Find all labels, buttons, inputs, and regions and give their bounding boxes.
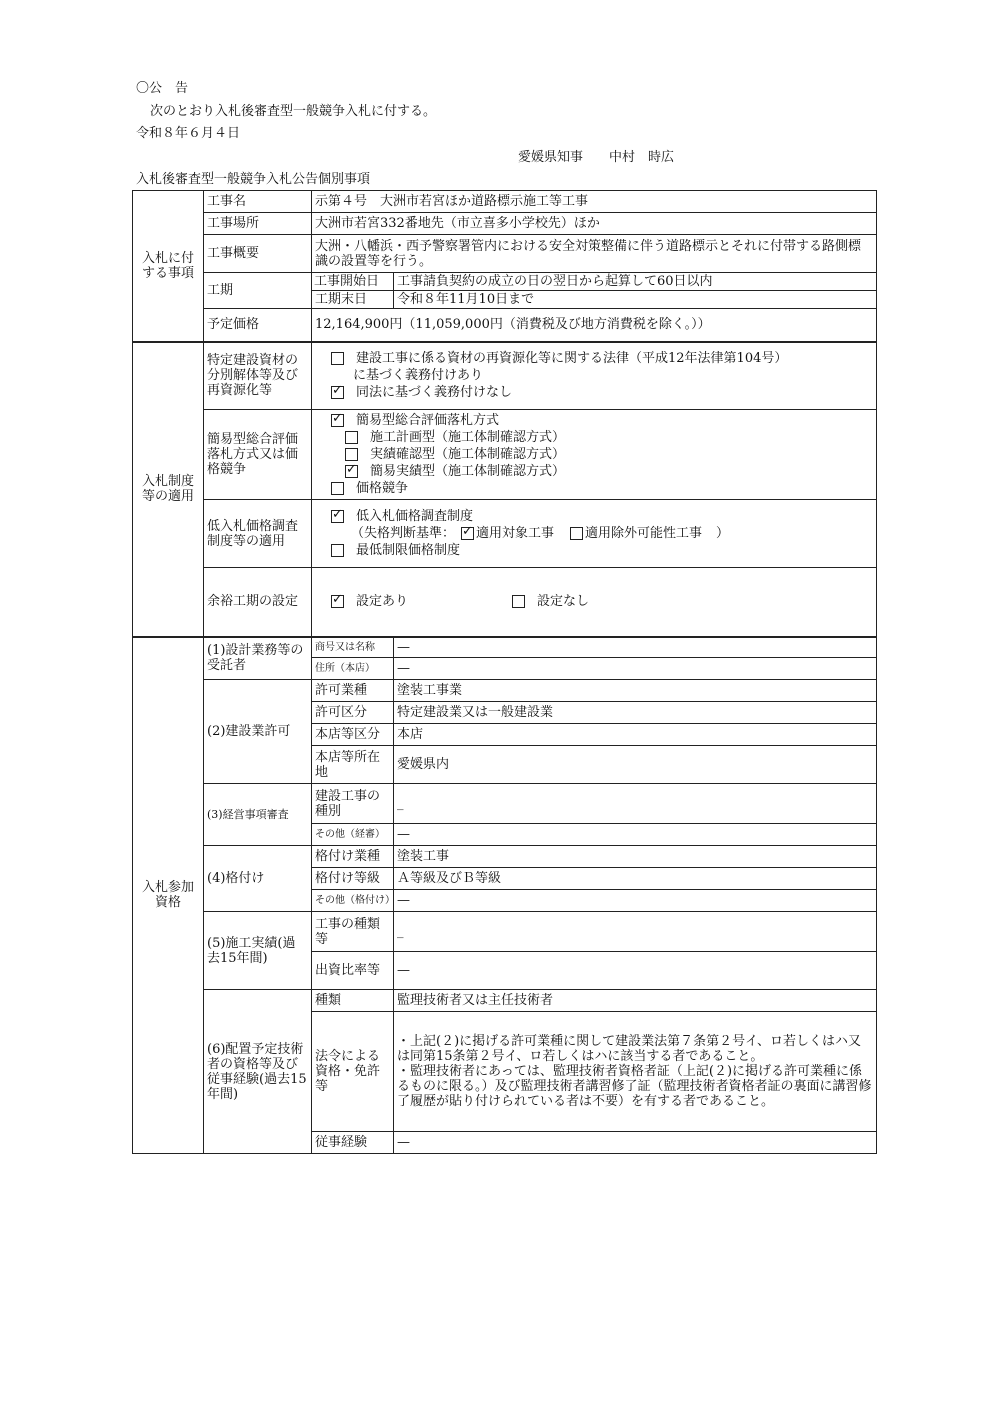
value-period-start: 工事請負契約の成立の日の翌日から起算して60日以内 xyxy=(394,273,877,291)
checkbox-price-competition xyxy=(331,482,344,495)
value-g2-2: 本店 xyxy=(394,724,877,746)
option-price-competition xyxy=(315,480,873,497)
label-g6: (6)配置予定技術者の資格等及び従事経験(過去15年間) xyxy=(204,990,312,1154)
option-text: 実績確認型（施工体制確認方式） xyxy=(370,447,566,462)
value-work-location: 大洲市若宮332番地先（市立喜多小学校先）ほか xyxy=(312,213,877,235)
option-text: 低入札価格調査制度 xyxy=(356,509,474,524)
row-margin-period xyxy=(133,568,877,637)
option-text: 建設工事に係る資材の再資源化等に関する法律（平成12年法律第104号） xyxy=(356,351,788,367)
key-g3-1: その他（経審） xyxy=(312,824,394,846)
row-g4-0 xyxy=(133,846,877,868)
value-g4-1: Ａ等級及びＢ等級 xyxy=(394,868,877,890)
value-low-bid xyxy=(312,500,877,568)
option-text: 施工計画型（施工体制確認方式） xyxy=(370,430,566,445)
row-g6-0 xyxy=(133,990,877,1012)
option-simple-record-type xyxy=(315,463,873,480)
qualification-text-1: ・上記(２)に掲げる許可業種に関して建設業法第７条第２号イ、ロ若しくはハ又は同第15条第２号イ、ロ若しくはハに該当する者であること。 xyxy=(397,1034,861,1064)
key-g2-3: 本店等所在地 xyxy=(312,746,394,784)
key-g3-0: 建設工事の種別 xyxy=(312,784,394,824)
criteria-applicable-text: 適用対象工事 xyxy=(476,526,555,541)
value-g4-2: — xyxy=(394,890,877,912)
margin-no-text: 設定なし xyxy=(537,594,590,610)
key-g1-1: 住所（本店） xyxy=(312,658,394,680)
qualification-text-2: ・監理技術者にあっては、監理技術者資格者証（上記(２)に掲げる許可業種に係るものに限る。）及び監理技術者講習修了証（監理技術者資格者証の裏面に講習修了履歴が貼り付けられている者は不要）を有する者であること。 xyxy=(397,1064,872,1109)
value-work-summary: 大洲・八幡浜・西予警察署管内における安全対策整備に伴う道路標示とそれに付帯する路側標識の設置等を行う。 xyxy=(312,235,877,273)
option-recycling-not-obligated xyxy=(315,384,873,401)
checkbox-recycling-not-obligated xyxy=(331,386,344,399)
option-simple-evaluation xyxy=(315,412,873,429)
label-low-bid: 低入札価格調査制度等の適用 xyxy=(204,500,312,568)
label-recycling: 特定建設資材の分別解体等及び再資源化等 xyxy=(204,342,312,410)
label-g4: (4)格付け xyxy=(204,846,312,912)
table-title: 入札後審査型一般競争入札公告個別事項 xyxy=(136,172,371,187)
criteria-prefix: （失格判断基準： xyxy=(351,526,456,541)
key-g4-1: 格付け等級 xyxy=(312,868,394,890)
key-g5-1: 出資比率等 xyxy=(312,952,394,990)
row-work-location xyxy=(133,213,877,235)
checkbox-margin-yes xyxy=(331,595,344,608)
value-recycling xyxy=(312,342,877,410)
value-g4-0: 塗装工事 xyxy=(394,846,877,868)
key-g1-0: 商号又は名称 xyxy=(312,637,394,658)
criteria-exempt-text: 適用除外可能性工事 xyxy=(585,526,703,541)
value-margin-period xyxy=(312,568,877,637)
key-g2-1: 許可区分 xyxy=(312,702,394,724)
label-work-name: 工事名 xyxy=(204,191,312,213)
criteria-suffix: ） xyxy=(716,526,730,541)
value-g6-0: 監理技術者又は主任技術者 xyxy=(394,990,877,1012)
notice-date: 令和８年６月４日 xyxy=(136,126,241,141)
value-period-end: 令和８年11月10日まで xyxy=(394,291,877,309)
option-text: 簡易型総合評価落札方式 xyxy=(356,413,500,428)
option-margin xyxy=(315,593,873,610)
row-g2-0 xyxy=(133,680,877,702)
label-period: 工期 xyxy=(204,273,312,309)
option-record-type xyxy=(315,446,873,463)
row-low-bid xyxy=(133,500,877,568)
label-work-summary: 工事概要 xyxy=(204,235,312,273)
option-minimum-price xyxy=(315,542,873,559)
row-planned-price xyxy=(133,309,877,342)
value-g6-1 xyxy=(394,1012,877,1132)
option-text: 価格競争 xyxy=(356,481,409,496)
label-planned-price: 予定価格 xyxy=(204,309,312,342)
option-text: 同法に基づく義務付けなし xyxy=(356,385,513,401)
value-g3-0: _ xyxy=(394,784,877,824)
option-text: 簡易実績型（施工体制確認方式） xyxy=(370,464,566,479)
key-g6-0: 種類 xyxy=(312,990,394,1012)
row-g1-name xyxy=(133,637,877,658)
label-period-end: 工期末日 xyxy=(312,291,394,309)
option-recycling-obligated xyxy=(315,350,873,367)
checkbox-plan-type xyxy=(345,431,358,444)
key-g4-0: 格付け業種 xyxy=(312,846,394,868)
label-g1: (1)設計業務等の受託者 xyxy=(204,637,312,680)
checkbox-simple-evaluation xyxy=(331,414,344,427)
option-criteria xyxy=(315,525,873,542)
checkbox-criteria-applicable xyxy=(461,527,474,540)
value-g6-2: — xyxy=(394,1132,877,1154)
key-g2-2: 本店等区分 xyxy=(312,724,394,746)
checkbox-low-bid-survey xyxy=(331,510,344,523)
margin-yes-text: 設定あり xyxy=(356,594,409,610)
value-g5-1: — xyxy=(394,952,877,990)
row-g5-0 xyxy=(133,912,877,952)
value-g2-1: 特定建設業又は一般建設業 xyxy=(394,702,877,724)
checkbox-minimum-price xyxy=(331,544,344,557)
value-g2-0: 塗装工事業 xyxy=(394,680,877,702)
value-work-name: 示第４号 大洲市若宮ほか道路標示施工等工事 xyxy=(312,191,877,213)
row-work-name xyxy=(133,191,877,213)
key-g6-1: 法令による資格・免許等 xyxy=(312,1012,394,1132)
notice-mark: 〇公 告 xyxy=(136,81,189,96)
value-evaluation xyxy=(312,410,877,500)
option-text: 最低制限価格制度 xyxy=(356,543,461,558)
value-g1-1: — xyxy=(394,658,877,680)
row-g3-0 xyxy=(133,784,877,824)
category-bid-system: 入札制度等の適用 xyxy=(133,342,204,637)
category-qualification: 入札参加資格 xyxy=(133,637,204,1154)
option-low-bid-survey xyxy=(315,508,873,525)
label-g5: (5)施工実績(過去15年間) xyxy=(204,912,312,990)
checkbox-margin-no xyxy=(512,595,525,608)
intro-text: 次のとおり入札後審査型一般競争入札に付する。 xyxy=(150,104,437,119)
label-evaluation: 簡易型総合評価落札方式又は価格競争 xyxy=(204,410,312,500)
checkbox-criteria-exempt xyxy=(570,527,583,540)
label-margin-period: 余裕工期の設定 xyxy=(204,568,312,637)
option-recycling-cont: に基づく義務付けあり xyxy=(353,368,484,384)
value-g5-0: _ xyxy=(394,912,877,952)
checkbox-recycling-obligated xyxy=(331,352,344,365)
value-g2-3: 愛媛県内 xyxy=(394,746,877,784)
value-planned-price: 12,164,900円（11,059,000円（消費税及び地方消費税を除く。）） xyxy=(312,309,877,342)
key-g6-2: 従事経験 xyxy=(312,1132,394,1154)
key-g2-0: 許可業種 xyxy=(312,680,394,702)
row-recycling xyxy=(133,342,877,410)
label-g3: (3)経営事項審査 xyxy=(204,784,312,846)
row-evaluation xyxy=(133,410,877,500)
row-period-start xyxy=(133,273,877,291)
checkbox-record-type xyxy=(345,448,358,461)
notice-table xyxy=(132,190,877,1154)
row-work-summary xyxy=(133,235,877,273)
checkbox-simple-record-type xyxy=(345,465,358,478)
value-g3-1: — xyxy=(394,824,877,846)
label-g2: (2)建設業許可 xyxy=(204,680,312,784)
label-work-location: 工事場所 xyxy=(204,213,312,235)
option-plan-type xyxy=(315,429,873,446)
key-g4-2: その他（格付け） xyxy=(312,890,394,912)
issuer: 愛媛県知事 中村 時広 xyxy=(518,150,675,165)
key-g5-0: 工事の種類等 xyxy=(312,912,394,952)
category-bid-items: 入札に付する事項 xyxy=(133,191,204,342)
label-period-start: 工事開始日 xyxy=(312,273,394,291)
value-g1-0: — xyxy=(394,637,877,658)
